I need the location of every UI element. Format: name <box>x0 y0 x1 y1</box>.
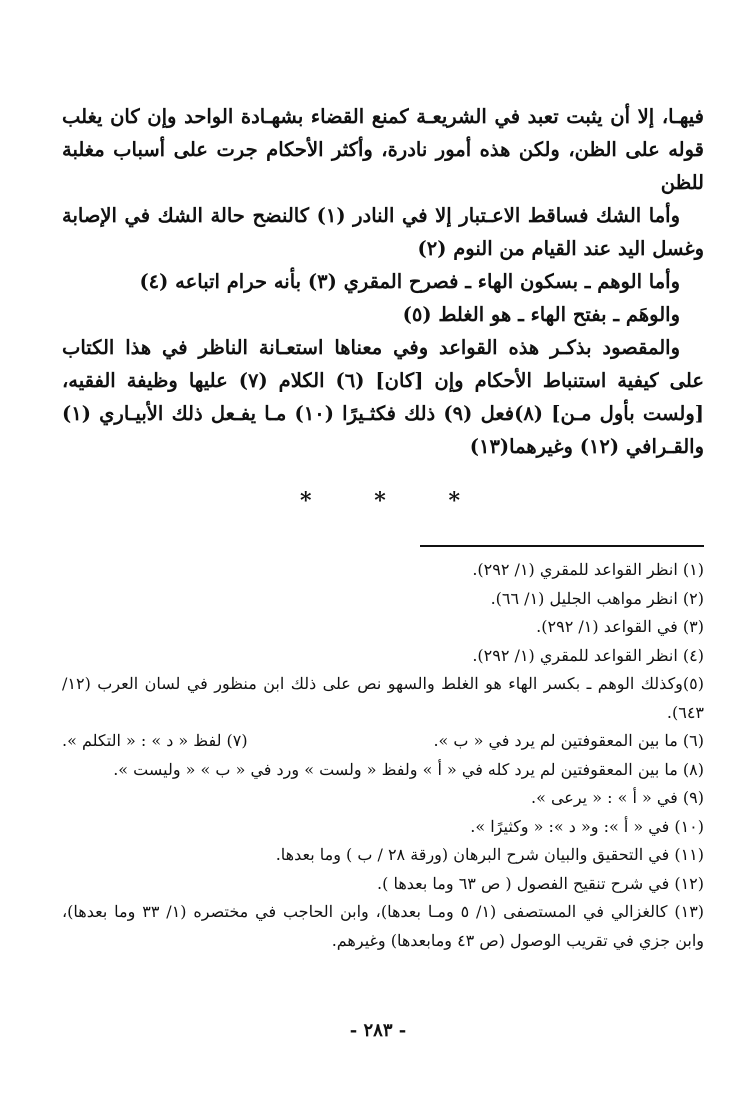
footnote-8: (٨) ما بين المعقوفتين لم يرد كله في « أ » ولفظ « ولست » ورد في « ب » « وليست ». <box>113 759 704 779</box>
footnote-12: (١٢) في شرح تنقيح الفصول ( ص ٦٣ وما بعدها ). <box>377 873 704 893</box>
footnote-6: (٦) ما بين المعقوفتين لم يرد في « ب ». <box>433 731 704 750</box>
main-text <box>62 100 704 463</box>
section-separator <box>300 488 460 514</box>
star-separator: * <box>374 488 386 514</box>
footnote-row-6-7 <box>62 727 704 756</box>
footnote-1: (١) انظر القواعد للمقري (١/ ٢٩٢). <box>472 560 704 579</box>
footnote-3: (٣) في القواعد (١/ ٢٩٢). <box>536 617 704 636</box>
footnote-4: (٤) انظر القواعد للمقري (١/ ٢٩٢). <box>472 645 704 665</box>
paragraph-5: والمقصود بذكـر هذه القواعد وفي معناها استعـانة الناظر في هذا الكتاب على كيفية استنباط الأحكام وإن [كان] (٦) الكلام (٧) عليها وظيفة الفقيه، [ولست بأول مـن] (٨)فعل (٩) ذلك فكثـيرًا (١٠) مـا يفـعل ذلك الأبيـاري (١) والقـرافي (١٢) وغيرهما(١٣) <box>62 336 705 458</box>
footnote-13: (١٣) كالغزالي في المستصفى (١/ ٥ ومـا بعدها)، وابن الحاجب في مختصره (١/ ٣٣ وما بعدها)، وابن جزي في تقريب الوصول (ص ٤٣ ومابعدها) وغيرهم. <box>62 902 705 950</box>
footnote-divider <box>420 545 704 547</box>
footnotes <box>62 556 704 955</box>
star-separator: * <box>300 488 312 514</box>
star-separator: * <box>448 488 460 514</box>
footnote-7: (٧) لفظ « د » : « التكلم ». <box>62 731 248 750</box>
paragraph-1: فيهـا، إلا أن يثبت تعبد في الشريعـة كمنع القضاء بشهـادة الواحد وإن كان يغلب قوله على الظن، ولكن هذه أمور نادرة، وأكثر الأحكام جرت على أسباب مغلبة للظن <box>62 105 704 194</box>
footnote-5: (٥)وكذلك الوهم ـ بكسر الهاء هو الغلط والسهو نص على ذلك ابن منظور في لسان العرب (١٢/ ٦٤٣). <box>62 674 704 722</box>
paragraph-2: وأما الشك فساقط الاعـتبار إلا في النادر (١) كالنضح حالة الشك في الإصابة وغسل اليد عند القيام من النوم (٢) <box>62 204 704 260</box>
footnote-2: (٢) انظر مواهب الجليل (١/ ٦٦). <box>490 588 704 608</box>
page-number: - ٢٨٣ - <box>349 1020 407 1041</box>
footnote-9: (٩) في « أ » : « يرعى ». <box>531 788 704 807</box>
paragraph-4: والوهَم ـ بفتح الهاء ـ هو الغلط (٥) <box>402 303 680 326</box>
paragraph-3: وأما الوهم ـ بسكون الهاء ـ فصرح المقري (٣) بأنه حرام اتباعه (٤) <box>139 270 680 293</box>
footnote-10: (١٠) في « أ »: و« د »: « وكثيرًا ». <box>470 816 704 836</box>
footnote-11: (١١) في التحقيق والبيان شرح البرهان (ورقة ٢٨ / ب ) وما بعدها. <box>275 845 704 864</box>
